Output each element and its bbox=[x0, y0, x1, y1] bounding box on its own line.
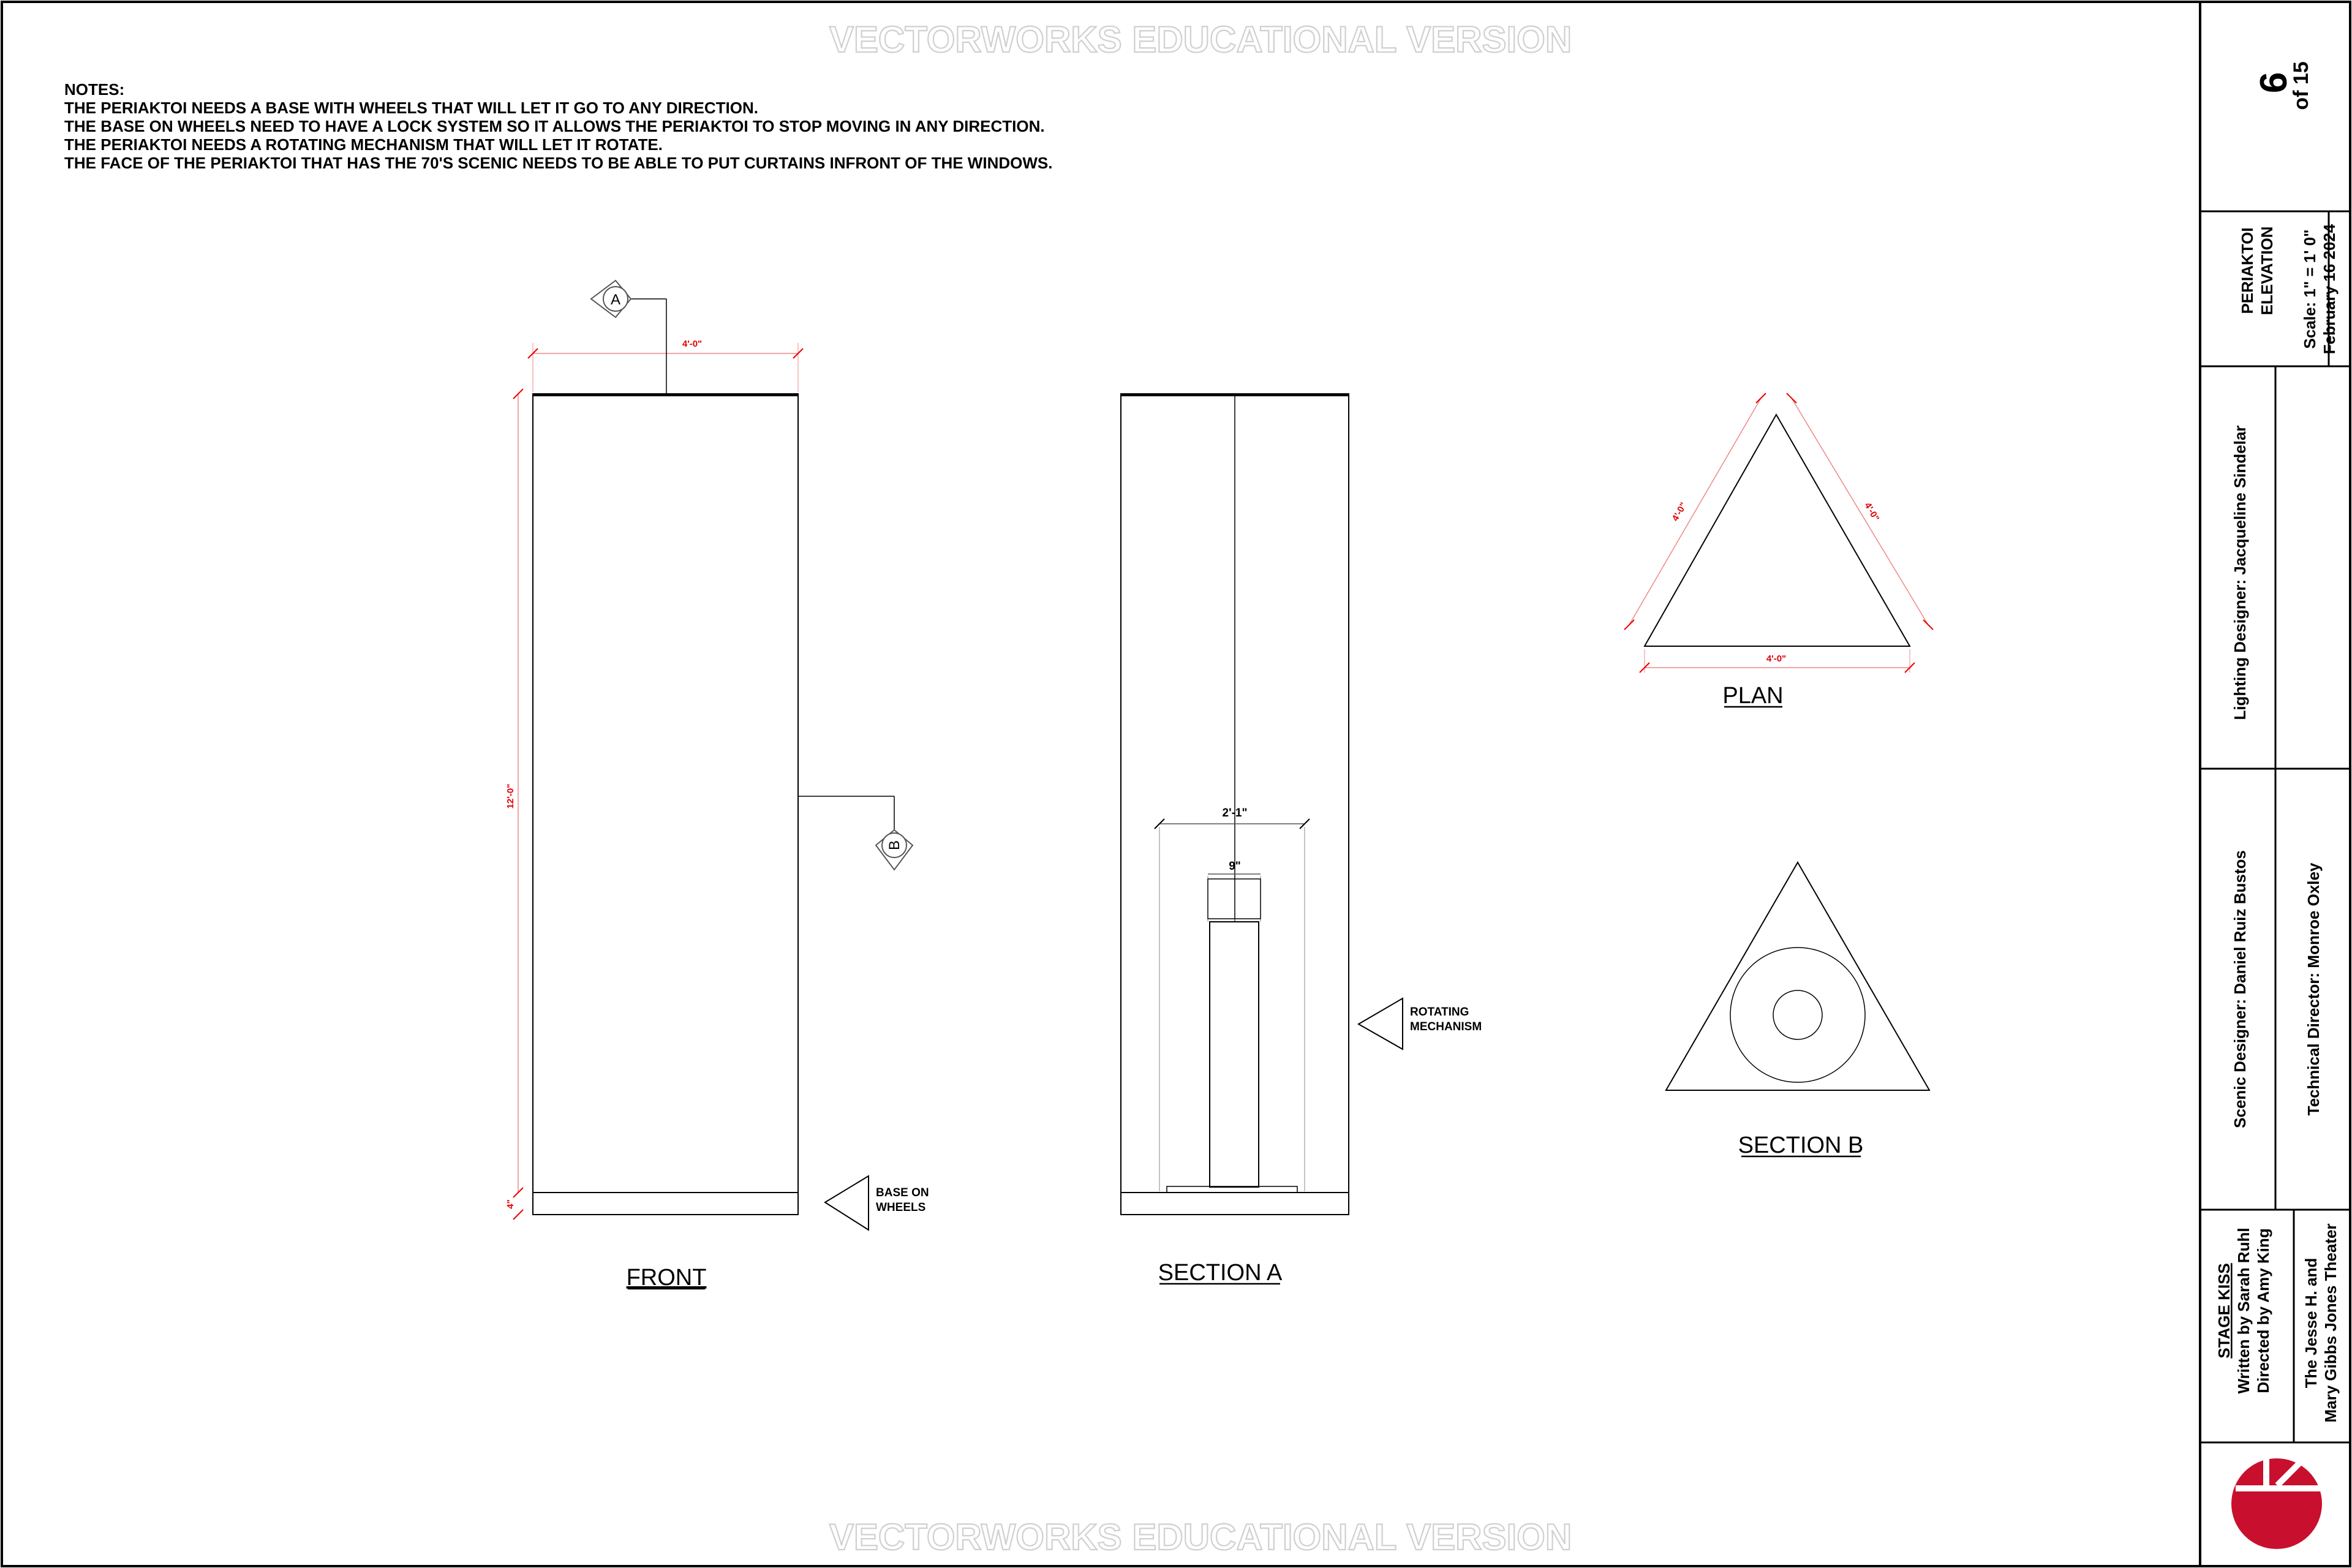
drawing-title-line1: PERIAKTOI bbox=[2238, 227, 2256, 314]
note-line: THE BASE ON WHEELS NEED TO HAVE A LOCK SYSTEM SO IT ALLOWS THE PERIAKTOI TO STOP MOVING IN ANY DIRECTION. bbox=[64, 117, 1045, 135]
sheet-total: of 15 bbox=[2290, 61, 2313, 110]
front-width-dim: 4'-0" bbox=[682, 339, 703, 349]
front-view-label: FRONT bbox=[626, 1265, 707, 1291]
plan-left-dim: 4'-0" bbox=[1670, 500, 1689, 524]
section-b-marker-label: B bbox=[886, 840, 903, 851]
turntable-inner bbox=[1773, 990, 1822, 1039]
dim-tick bbox=[1923, 620, 1933, 630]
front-panel bbox=[533, 394, 798, 1215]
base-callout-arrow bbox=[825, 1176, 869, 1230]
plan-right-dim: 4'-0" bbox=[1862, 500, 1882, 524]
theater-logo bbox=[2231, 1457, 2322, 1549]
note-line: THE FACE OF THE PERIAKTOI THAT HAS THE 70'S SCENIC NEEDS TO BE ABLE TO PUT CURTAINS INFRONT OF THE WINDOWS. bbox=[64, 154, 1053, 172]
front-base-dim: 4" bbox=[505, 1199, 516, 1209]
note-line: THE PERIAKTOI NEEDS A BASE WITH WHEELS THAT WILL LET IT GO TO ANY DIRECTION. bbox=[64, 99, 758, 117]
base-callout-line1: BASE ON bbox=[876, 1186, 929, 1199]
venue-line1: The Jesse H. and bbox=[2302, 1257, 2320, 1389]
date-text: February 16 2024 bbox=[2320, 224, 2339, 355]
notes-block bbox=[64, 80, 1052, 172]
section-b-triangle bbox=[1666, 862, 1929, 1090]
post-width-dim: 9" bbox=[1229, 860, 1241, 873]
front-height-dim: 12'-0" bbox=[505, 783, 516, 809]
section-b-view bbox=[1666, 862, 1929, 1158]
watermark-top: VECTORWORKS EDUCATIONAL VERSION bbox=[829, 19, 1572, 60]
plan-view bbox=[1624, 393, 1933, 709]
rotating-callout-arrow bbox=[1359, 998, 1403, 1049]
section-a-marker-label: A bbox=[610, 292, 621, 308]
mechanism-width-dim: 2'-1" bbox=[1222, 807, 1248, 820]
logo-disc bbox=[2231, 1458, 2322, 1549]
written-by: Written by Sarah Ruhl bbox=[2234, 1227, 2253, 1394]
notes-heading: NOTES: bbox=[64, 80, 125, 99]
title-block bbox=[2200, 2, 2350, 1566]
base-callout-line2: WHEELS bbox=[876, 1201, 926, 1214]
note-line: THE PERIAKTOI NEEDS A ROTATING MECHANISM THAT WILL LET IT ROTATE. bbox=[64, 135, 663, 154]
rotating-callout-line2: MECHANISM bbox=[1410, 1020, 1482, 1033]
lighting-designer: Lighting Designer: Jacqueline Sindelar bbox=[2231, 425, 2249, 720]
plan-right-dim-line bbox=[1792, 398, 1928, 625]
dim-tick bbox=[1756, 393, 1766, 403]
plan-bottom-dim: 4'-0" bbox=[1766, 654, 1787, 664]
front-view bbox=[505, 281, 929, 1291]
directed-by: Directed by Amy King bbox=[2254, 1228, 2272, 1393]
show-title: STAGE KISS bbox=[2215, 1263, 2233, 1359]
turntable-outer bbox=[1730, 948, 1865, 1082]
rotating-post bbox=[1210, 922, 1259, 1187]
plan-left-dim-line bbox=[1629, 398, 1761, 625]
technical-director: Technical Director: Monroe Oxley bbox=[2304, 862, 2323, 1116]
rotating-callout-line1: ROTATING bbox=[1410, 1006, 1469, 1019]
scenic-designer: Scenic Designer: Daniel Ruiz Bustos bbox=[2231, 850, 2249, 1128]
sheet-number: 9 bbox=[2252, 72, 2294, 94]
plan-view-label: PLAN bbox=[1722, 683, 1784, 709]
watermark-bottom: VECTORWORKS EDUCATIONAL VERSION bbox=[829, 1517, 1572, 1558]
section-a-view-label: SECTION A bbox=[1158, 1260, 1283, 1286]
dim-tick bbox=[513, 1210, 523, 1219]
dim-tick bbox=[1787, 393, 1796, 403]
section-a-view bbox=[1121, 394, 1482, 1286]
venue-line2: Mary Gibbs Jones Theater bbox=[2321, 1223, 2340, 1423]
dim-tick bbox=[1624, 620, 1634, 630]
drawing-title-line2: ELEVATION bbox=[2258, 226, 2276, 315]
scale-text: Scale: 1" = 1' 0" bbox=[2301, 229, 2319, 349]
sheet-border bbox=[2, 2, 2350, 1566]
rotating-post-top bbox=[1208, 879, 1261, 919]
section-b-view-label: SECTION B bbox=[1738, 1133, 1864, 1158]
